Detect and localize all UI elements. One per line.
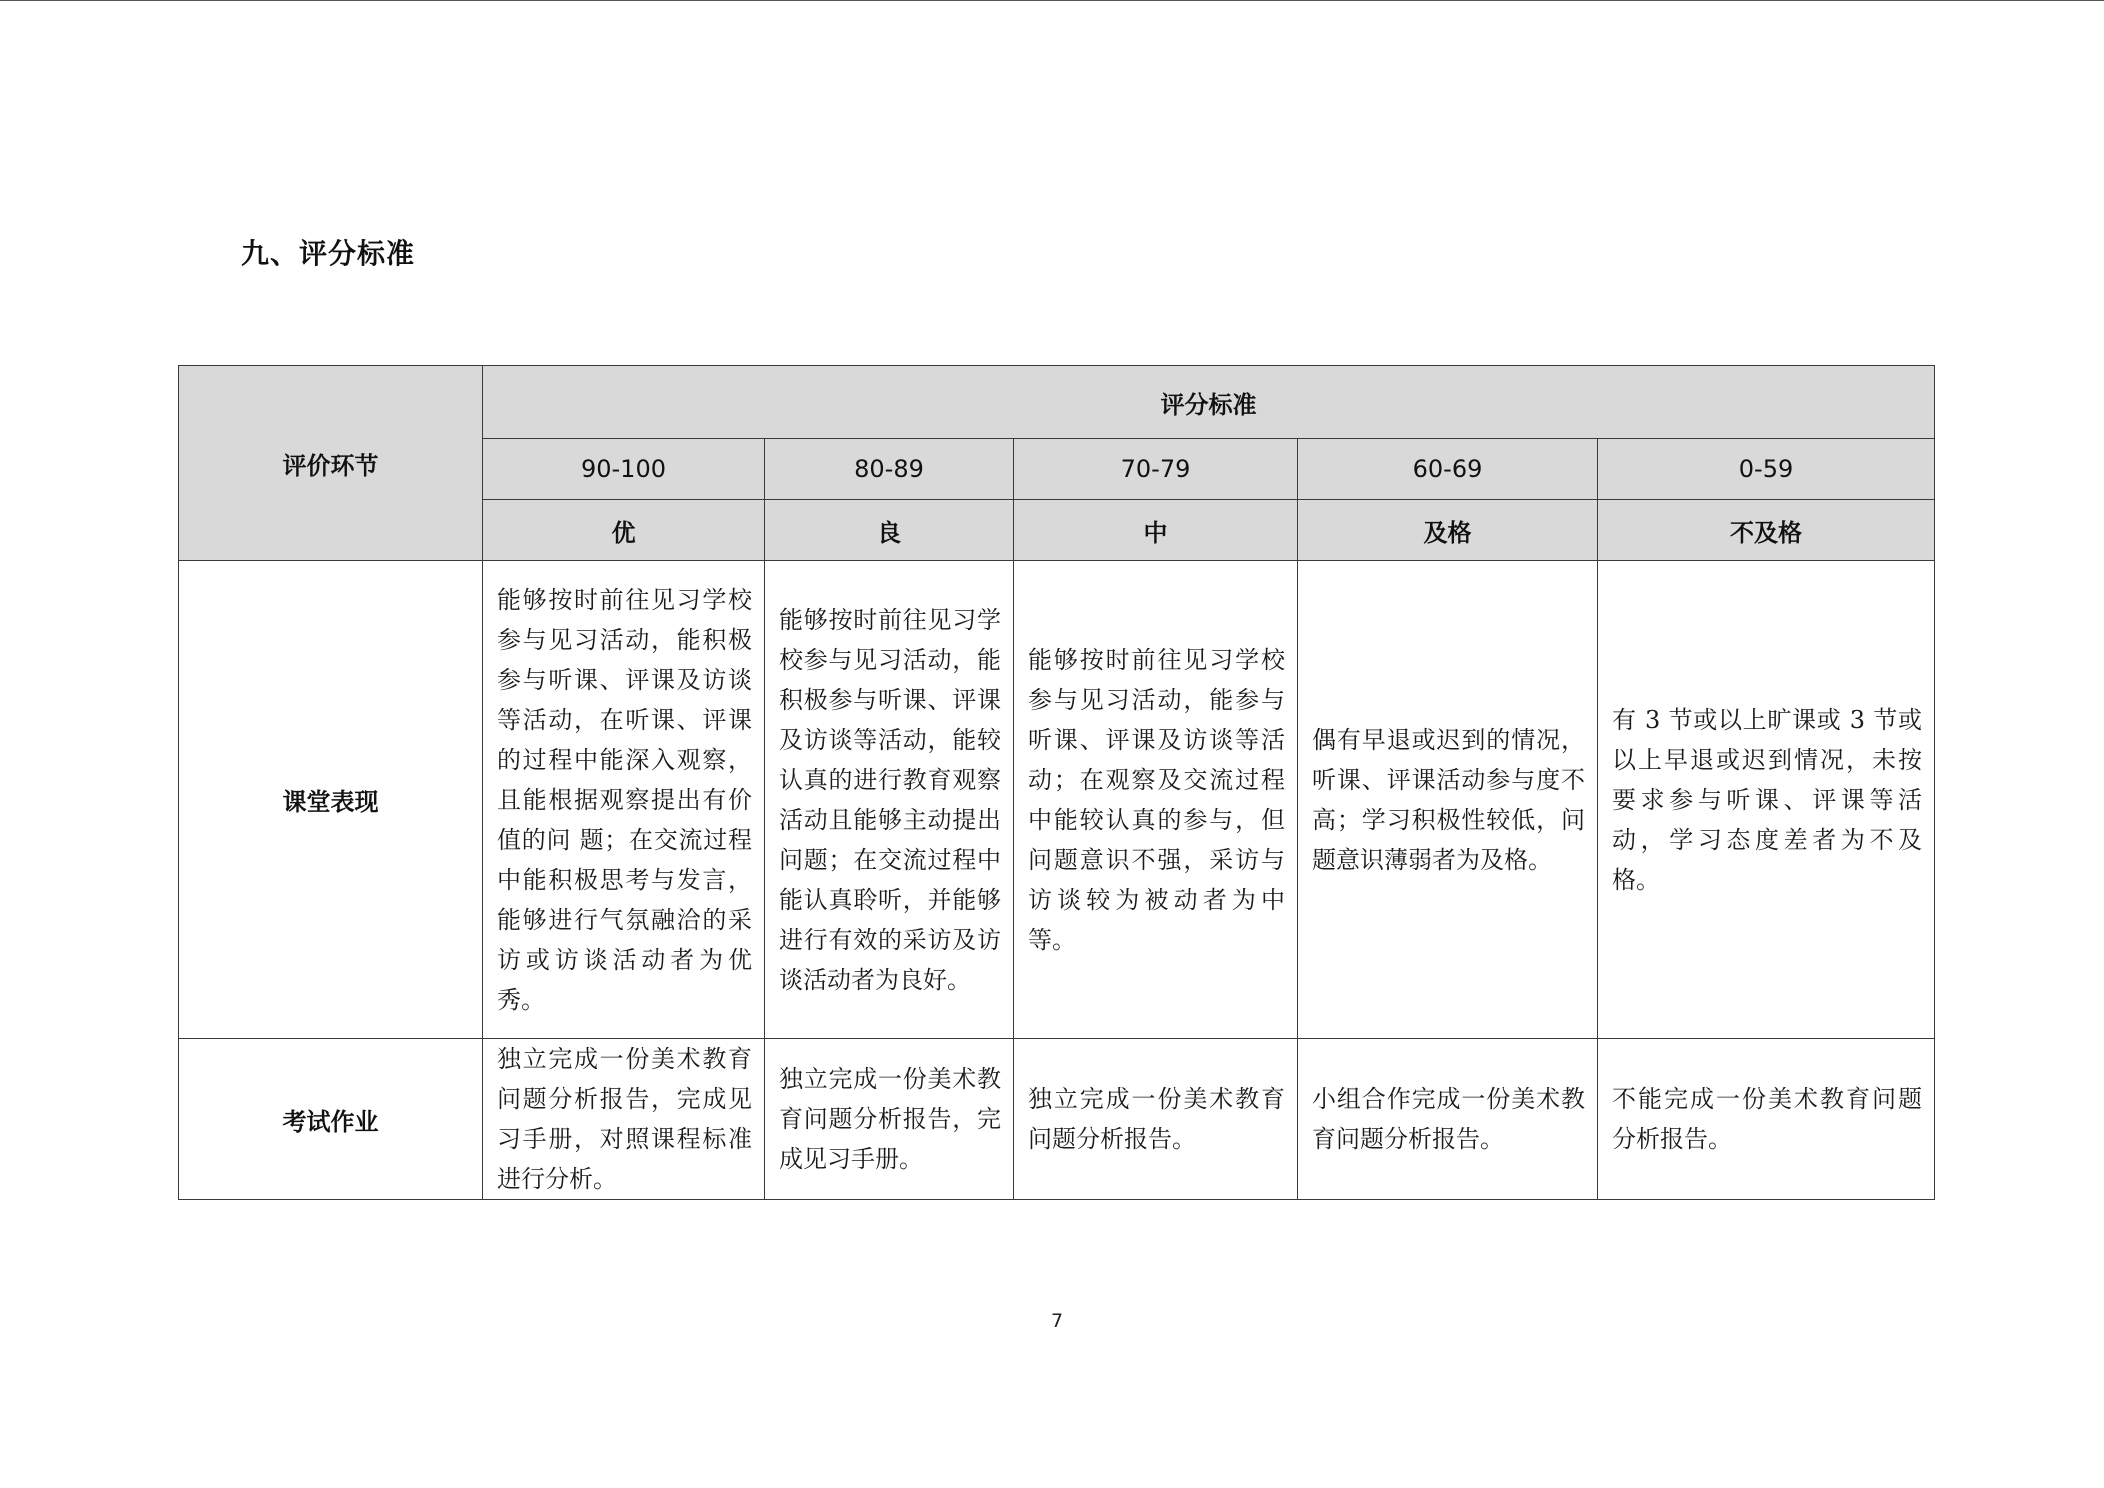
column-header-evaluation-stage: 评价环节 — [179, 366, 483, 561]
section-heading: 九、评分标准 — [241, 237, 416, 270]
criteria-cell: 独立完成一份美术教育问题分析报告，完成见习手册，对照课程标准进行分析。 — [483, 1039, 765, 1200]
grade-header: 优 — [483, 500, 765, 561]
criteria-cell: 能够按时前往见习学校参与见习活动，能参与听课、评课及访谈等活动；在观察及交流过程中能较认真的参与，但问题意识不强，采访与访谈较为被动者为中等。 — [1014, 561, 1298, 1039]
page-number: 7 — [1050, 1310, 1064, 1332]
score-range-header: 0-59 — [1598, 439, 1935, 500]
table-row-exam-assignment — [179, 1039, 1935, 1200]
grade-header: 中 — [1014, 500, 1298, 561]
grade-header: 不及格 — [1598, 500, 1935, 561]
table-row-classroom-performance — [179, 561, 1935, 1039]
criteria-cell: 小组合作完成一份美术教育问题分析报告。 — [1298, 1039, 1598, 1200]
grade-header: 及格 — [1298, 500, 1598, 561]
criteria-cell: 偶有早退或迟到的情况，听课、评课活动参与度不高；学习积极性较低，问题意识薄弱者为及格。 — [1298, 561, 1598, 1039]
column-header-grading-standard: 评分标准 — [483, 366, 1935, 439]
criteria-cell: 能够按时前往见习学校参与见习活动，能积极参与听课、评课及访谈等活动，在听课、评课的过程中能深入观察，且能根据观察提出有价值的问 题；在交流过程中能积极思考与发言，能够进行气氛融洽的采访或访谈活动者为优秀。 — [483, 561, 765, 1039]
page-top-border — [0, 0, 2104, 1]
criteria-cell: 有 3 节或以上旷课或 3 节或以上早退或迟到情况，未按要求参与听课、评课等活动，学习态度差者为不及格。 — [1598, 561, 1935, 1039]
criteria-cell: 能够按时前往见习学校参与见习活动，能积极参与听课、评课及访谈等活动，能较认真的进行教育观察活动且能够主动提出问题；在交流过程中能认真聆听，并能够进行有效的采访及访谈活动者为良好。 — [765, 561, 1014, 1039]
header-row-group — [179, 366, 1935, 439]
criteria-cell: 独立完成一份美术教育问题分析报告。 — [1014, 1039, 1298, 1200]
criteria-cell: 不能完成一份美术教育问题分析报告。 — [1598, 1039, 1935, 1200]
score-range-header: 60-69 — [1298, 439, 1598, 500]
score-range-header: 70-79 — [1014, 439, 1298, 500]
grade-header: 良 — [765, 500, 1014, 561]
row-label: 课堂表现 — [179, 561, 483, 1039]
row-label: 考试作业 — [179, 1039, 483, 1200]
grading-rubric-table — [178, 365, 1935, 1200]
score-range-header: 90-100 — [483, 439, 765, 500]
score-range-header: 80-89 — [765, 439, 1014, 500]
criteria-cell: 独立完成一份美术教育问题分析报告，完成见习手册。 — [765, 1039, 1014, 1200]
